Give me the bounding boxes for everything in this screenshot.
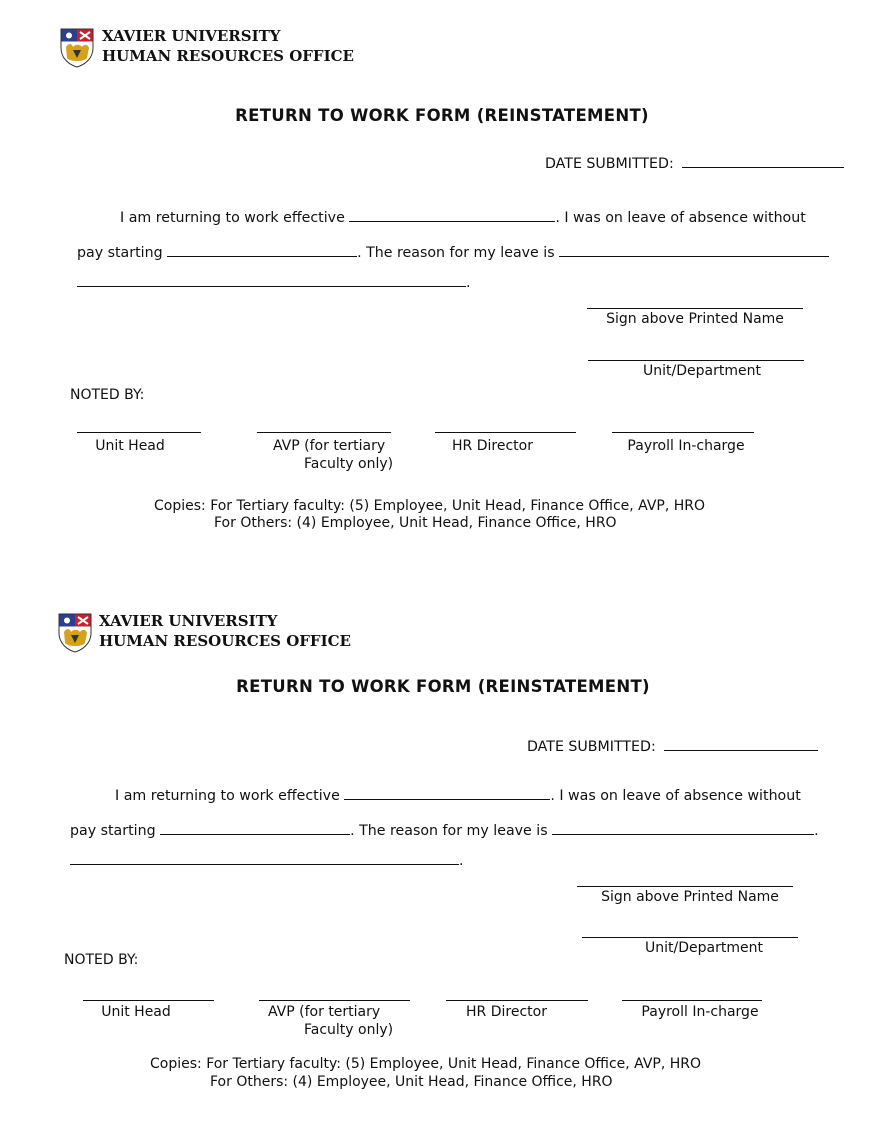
paragraph-line-2 (77, 242, 829, 261)
return-date-field[interactable] (349, 207, 555, 222)
leave-text: . I was on leave of absence without (555, 210, 806, 226)
unit-department-label: Unit/Department (645, 940, 763, 956)
office-name: HUMAN RESOURCES OFFICE (99, 632, 351, 650)
xavier-university-seal-icon (60, 28, 94, 68)
pay-starting-text: pay starting (77, 245, 163, 261)
reason-field-continued[interactable] (70, 850, 459, 865)
avp-line[interactable] (259, 1000, 410, 1001)
university-name: XAVIER UNIVERSITY (99, 612, 278, 630)
signature-line[interactable] (587, 308, 803, 309)
return-to-work-form-2 (0, 585, 869, 1125)
line-end: . (466, 275, 471, 291)
payroll-line[interactable] (612, 432, 754, 433)
paragraph-line-1 (120, 207, 806, 226)
noted-by-label: NOTED BY: (70, 387, 145, 403)
reason-field-continued[interactable] (77, 272, 466, 287)
paragraph-line-2 (70, 820, 819, 839)
paragraph-line-3 (70, 850, 464, 869)
unit-head-line[interactable] (77, 432, 201, 433)
signature-line[interactable] (577, 886, 793, 887)
avp-label: AVP (for tertiary (273, 438, 386, 454)
return-to-work-form-1 (0, 0, 869, 560)
avp-label-2: Faculty only) (304, 1022, 394, 1038)
reason-text: . The reason for my leave is (350, 823, 548, 839)
hr-director-label: HR Director (452, 438, 533, 454)
payroll-label: Payroll In-charge (641, 1004, 759, 1020)
hr-director-line[interactable] (446, 1000, 588, 1001)
leave-text: . I was on leave of absence without (550, 788, 801, 804)
reason-field[interactable] (559, 242, 829, 257)
paragraph-line-3 (77, 272, 471, 291)
return-date-field[interactable] (344, 785, 550, 800)
hr-director-line[interactable] (435, 432, 576, 433)
hr-director-label: HR Director (466, 1004, 547, 1020)
copies-line-1: Copies: For Tertiary faculty: (5) Employee, Unit Head, Finance Office, AVP, HRO (154, 498, 706, 514)
reason-text: . The reason for my leave is (357, 245, 555, 261)
line-end: . (814, 823, 819, 839)
date-submitted-label: DATE SUBMITTED: (527, 739, 656, 755)
returning-text: I am returning to work effective (115, 788, 340, 804)
reason-field[interactable] (552, 820, 814, 835)
returning-text: I am returning to work effective (120, 210, 345, 226)
unit-head-label: Unit Head (101, 1004, 171, 1020)
date-submitted-label: DATE SUBMITTED: (545, 156, 674, 172)
copies-line-1: Copies: For Tertiary faculty: (5) Employee, Unit Head, Finance Office, AVP, HRO (150, 1056, 702, 1072)
payroll-line[interactable] (622, 1000, 762, 1001)
unit-department-label: Unit/Department (643, 363, 761, 379)
unit-head-line[interactable] (83, 1000, 214, 1001)
unit-department-line[interactable] (582, 937, 798, 938)
avp-label-2: Faculty only) (304, 456, 394, 472)
avp-line[interactable] (257, 432, 391, 433)
copies-line-2: For Others: (4) Employee, Unit Head, Finance Office, HRO (214, 515, 617, 531)
avp-label: AVP (for tertiary (268, 1004, 381, 1020)
payroll-label: Payroll In-charge (627, 438, 745, 454)
form-title: RETURN TO WORK FORM (REINSTATEMENT) (236, 677, 650, 696)
line-end: . (459, 853, 464, 869)
copies-line-2: For Others: (4) Employee, Unit Head, Finance Office, HRO (210, 1074, 613, 1090)
xavier-university-seal-icon (58, 613, 92, 653)
leave-start-field[interactable] (160, 820, 350, 835)
unit-department-line[interactable] (588, 360, 804, 361)
date-submitted-field[interactable] (664, 736, 818, 751)
paragraph-line-1 (115, 785, 801, 804)
leave-start-field[interactable] (167, 242, 357, 257)
sign-label: Sign above Printed Name (606, 311, 784, 327)
pay-starting-text: pay starting (70, 823, 156, 839)
office-name: HUMAN RESOURCES OFFICE (102, 47, 354, 65)
date-submitted-row (545, 153, 844, 172)
university-name: XAVIER UNIVERSITY (102, 27, 281, 45)
noted-by-label: NOTED BY: (64, 952, 139, 968)
form-title: RETURN TO WORK FORM (REINSTATEMENT) (235, 106, 649, 125)
unit-head-label: Unit Head (95, 438, 165, 454)
date-submitted-row (527, 736, 818, 755)
sign-label: Sign above Printed Name (601, 889, 779, 905)
date-submitted-field[interactable] (682, 153, 844, 168)
